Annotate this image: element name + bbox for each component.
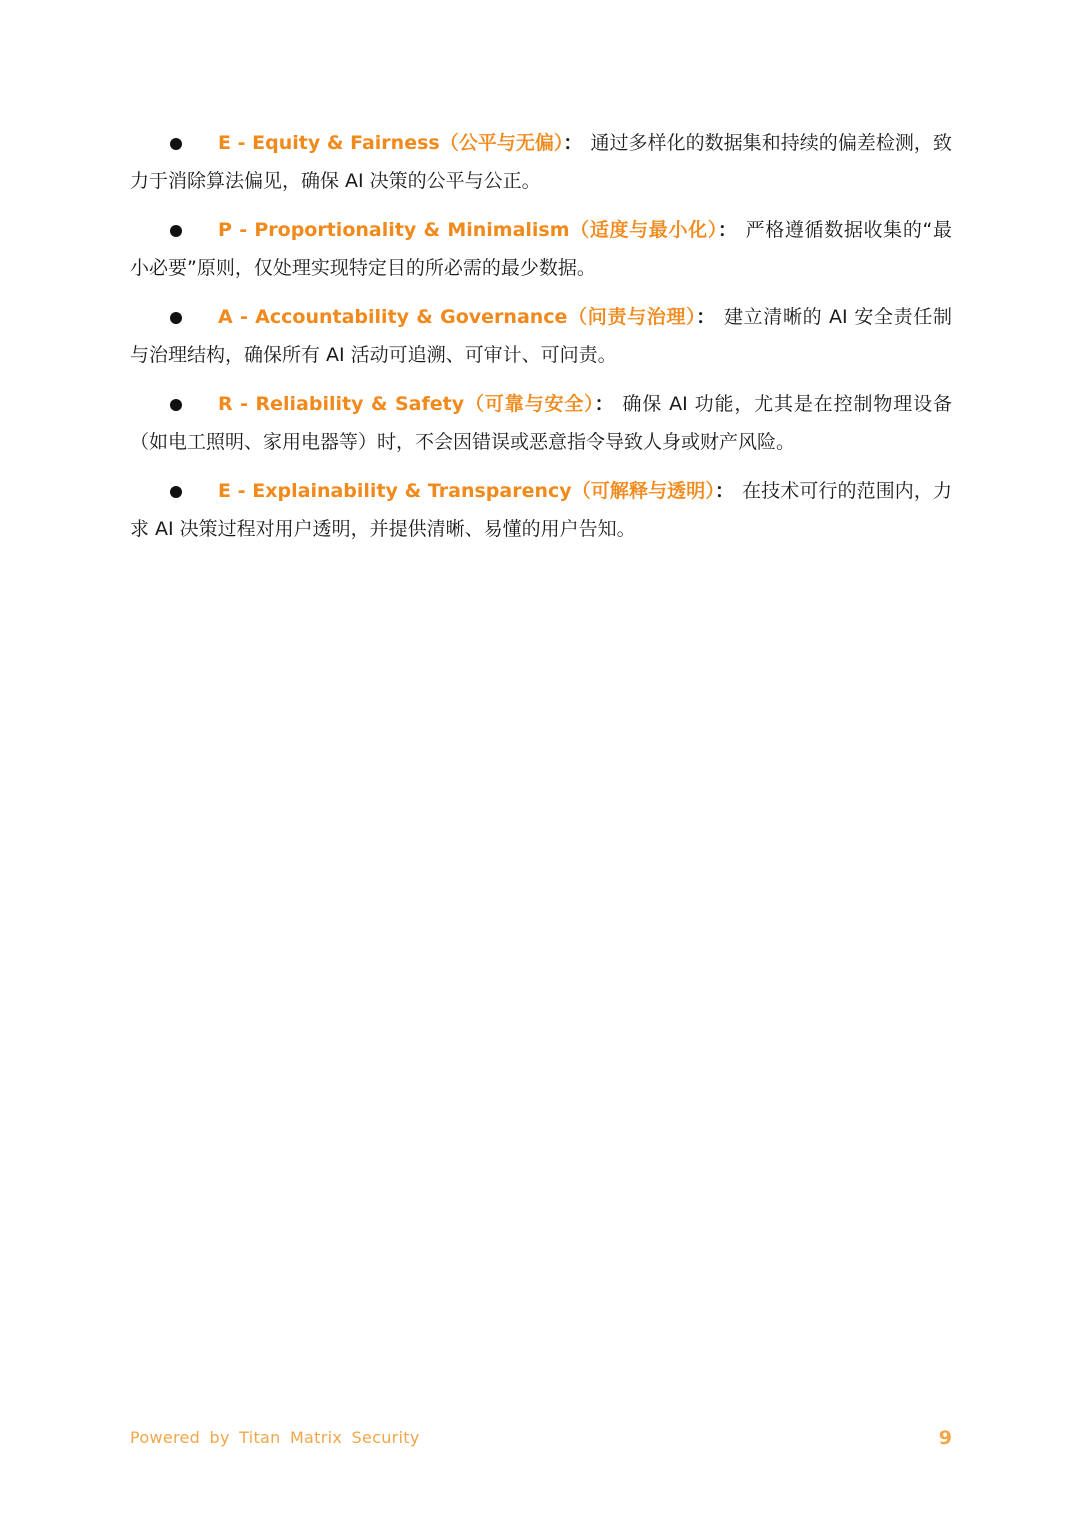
list-item: [130, 124, 952, 200]
principles-list: [130, 124, 952, 559]
principle-term: E - Equity & Fairness（公平与无偏）: [218, 132, 564, 154]
bullet-icon: [130, 308, 218, 328]
principle-colon: ：: [594, 393, 615, 415]
principle-description: 确保 AI 功能，尤其是在控制物理设备（如电工照明、家用电器等）时，不会因错误或恶意指令导致人身或财产风险。: [130, 393, 952, 453]
list-item: [130, 298, 952, 374]
principle-colon: ：: [563, 132, 583, 154]
principle-term: E - Explainability & Transparency（可解释与透明）: [218, 480, 715, 502]
principle-colon: ：: [696, 306, 716, 328]
principle-colon: ：: [717, 219, 738, 241]
page-number: 9: [938, 1427, 952, 1449]
principle-term: R - Reliability & Safety（可靠与安全）: [218, 393, 595, 415]
list-item: [130, 385, 952, 461]
bullet-icon: [130, 134, 218, 154]
principle-description: 严格遵循数据收集的“最小必要”原则，仅处理实现特定目的所必需的最少数据。: [130, 219, 952, 279]
bullet-icon: [130, 482, 218, 502]
list-item: [130, 472, 952, 548]
principle-description: 建立清晰的 AI 安全责任制与治理结构，确保所有 AI 活动可追溯、可审计、可问责。: [130, 306, 952, 366]
principle-term: A - Accountability & Governance（问责与治理）: [218, 306, 697, 328]
bullet-icon: [130, 395, 218, 415]
principle-description: 在技术可行的范围内，力求 AI 决策过程对用户透明，并提供清晰、易懂的用户告知。: [130, 480, 952, 540]
principle-colon: ：: [714, 480, 735, 502]
principle-term: P - Proportionality & Minimalism（适度与最小化）: [218, 219, 718, 241]
principle-description: 通过多样化的数据集和持续的偏差检测，致力于消除算法偏见，确保 AI 决策的公平与公正。: [130, 132, 952, 192]
bullet-icon: [130, 221, 218, 241]
list-item: [130, 211, 952, 287]
footer-powered-by: Powered by Titan Matrix Security: [130, 1428, 420, 1447]
